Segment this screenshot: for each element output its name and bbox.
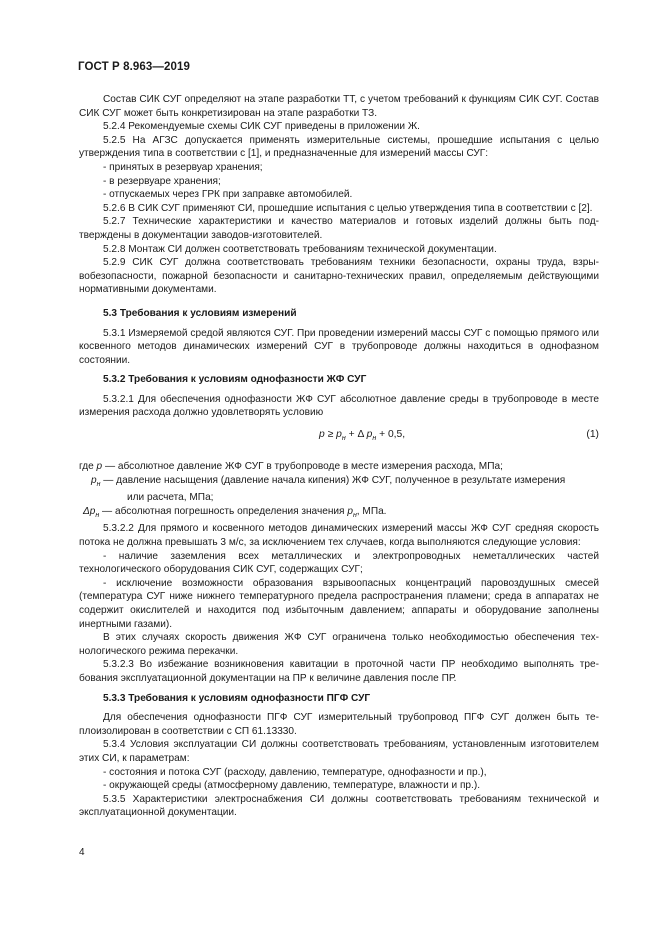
legend-item-continuation: или расчета, МПа; [127, 492, 214, 504]
formula-number: (1) [586, 429, 599, 441]
formula-expression: $p \ge p_н + \Delta$ $p_н + 0,5$, [319, 429, 406, 443]
paragraph: 5.2.5 На АГЗС допускается применять измерительные системы, прошедшие испытания с целью утверждения типа в соответствии с [1], и предназначенные для измерений массы СУГ: [79, 134, 599, 160]
legend-item: $\Delta p_н$ — абсолютная погрешность определения значения $p_н$, МПа. [83, 505, 387, 519]
list-item: - принятых в резервуар хранения; [103, 161, 263, 173]
paragraph: 5.2.8 Монтаж СИ должен соответствовать требованиям технической документации. [103, 243, 497, 255]
list-item: - исключение возможности образования взрывоопасных концентраций паровоздушных смесей (температура СУГ ниже нижнего температурного предела распространения пламени; среда в аппаратах не содержит окислителей и находится под избыточным давлением; аппараты и оборудование заполнены инертными газами). [79, 577, 599, 630]
paragraph: 5.3.2.1 Для обеспечения однофазности ЖФ СУГ абсолютное давление среды в трубопроводе в месте измерения расхода должно удовлетворять условию [79, 393, 599, 419]
section-heading: 5.3.3 Требования к условиям однофазности ПГФ СУГ [103, 692, 371, 704]
legend-item: где p — абсолютное давление ЖФ СУГ в трубопроводе в месте измерения расхода, МПа; [79, 461, 503, 473]
list-item: - состояния и потока СУГ (расходу, давлению, температуре, однофазности и пр.), [103, 766, 487, 778]
paragraph: 5.3.5 Характеристики электроснабжения СИ должны соответствовать требованиям технической и эксплуатационной документации. [79, 793, 599, 819]
paragraph: 5.3.4 Условия эксплуатации СИ должны соответствовать требованиям, установленным изготовителем этих СИ, к параметрам: [79, 739, 599, 764]
paragraph: 5.2.9 СИК СУГ должна соответствовать требованиям техники безопасности, охраны труда, взрывобезопасности, пожарной безопасности и санитарно-технических правил, определяемым действующими нормативными документами. [79, 257, 599, 296]
paragraph: В этих случаях скорость движения ЖФ СУГ ограничена только необходимостью обеспечения технологического режима перекачки. [79, 632, 599, 657]
list-item: - в резервуаре хранения; [103, 175, 221, 187]
list-item: - окружающей среды (атмосферному давлению, температуре, влажности и пр.). [103, 780, 481, 792]
paragraph: 5.2.4 Рекомендуемые схемы СИК СУГ приведены в приложении Ж. [103, 121, 420, 133]
paragraph: 5.2.7 Технические характеристики и качество материалов и готовых изделий должны быть подтверждены в документации заводов-изготовителей. [79, 216, 599, 241]
page-number: 4 [79, 847, 85, 858]
document-body [79, 93, 599, 820]
paragraph: 5.3.1 Измеряемой средой являются СУГ. При проведении измерений массы СУГ с помощью прямого или косвенного методов динамических измерений СУГ в трубопроводе должны находиться в однофазном состоянии. [79, 327, 599, 366]
paragraph: 5.3.2.2 Для прямого и косвенного методов динамических измерений массы ЖФ СУГ средняя скорость потока не должна превышать 3 м/с, за исключением тех случаев, когда выполняются следующие условия: [79, 523, 599, 549]
list-item: - наличие заземления всех металлических и электропроводных неметаллических частей технологического оборудования СИК СУГ, содержащих СУГ; [79, 550, 599, 576]
paragraph: 5.2.6 В СИК СУГ применяют СИ, прошедшие испытания с целью утверждения типа в соответствии с [2]. [103, 202, 593, 214]
paragraph: 5.3.2.3 Во избежание возникновения кавитации в проточной части ПР необходимо выполнять требования эксплуатационной документации на ПР к величине давления после ПР. [79, 659, 599, 684]
legend-item: $p_н$ — давление насыщения (давление начала кипения) ЖФ СУГ, полученное в результате измерения [91, 474, 566, 488]
paragraph: Состав СИК СУГ определяют на этапе разработки ТТ, с учетом требований к функциям СИК СУГ. Состав СИК СУГ может быть конкретизирован на этапе разработки ТЗ. [79, 94, 599, 119]
document-header: ГОСТ Р 8.963—2019 [78, 61, 190, 73]
paragraph: Для обеспечения однофазности ПГФ СУГ измерительный трубопровод ПГФ СУГ должен быть теплоизолирован в соответствии с СП 61.13330. [79, 712, 599, 737]
section-heading: 5.3.2 Требования к условиям однофазности ЖФ СУГ [103, 374, 367, 386]
list-item: - отпускаемых через ГРК при заправке автомобилей. [103, 189, 353, 201]
formula-block [79, 428, 599, 454]
section-heading: 5.3 Требования к условиям измерений [103, 307, 297, 319]
formula-legend [79, 460, 599, 522]
